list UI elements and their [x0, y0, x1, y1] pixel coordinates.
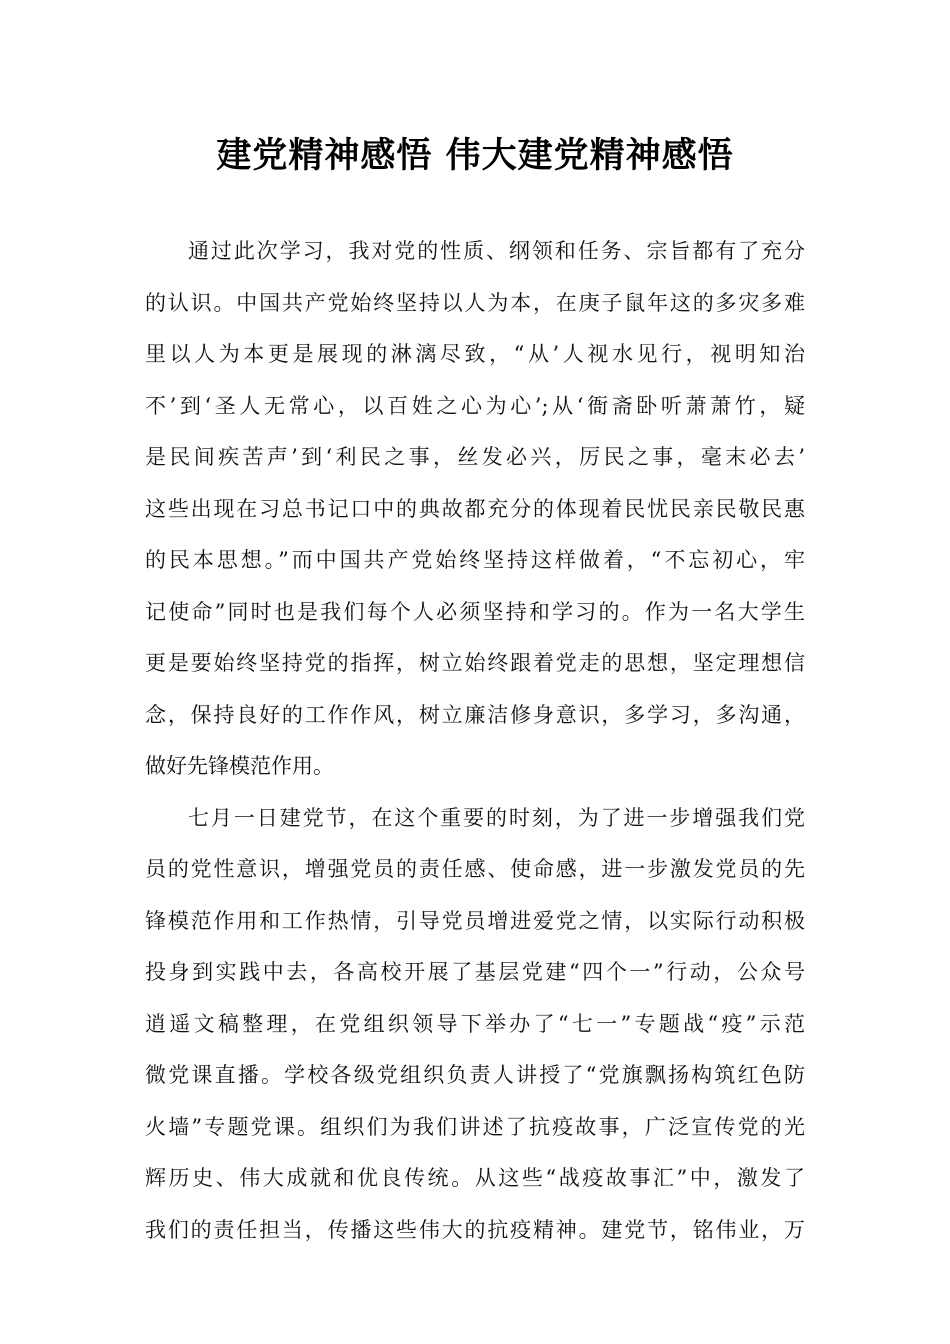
- text-line: 锋模范作用和工作热情，引导党员增进爱党之情，以实际行动积极: [145, 908, 805, 933]
- text-line: 微党课直播。学校各级党组织负责人讲授了“党旗飘扬构筑红色防: [145, 1063, 805, 1087]
- text-line: 员的党性意识，增强党员的责任感、使命感，进一步激发党员的先: [145, 857, 805, 881]
- paragraph-1: [145, 226, 805, 793]
- text-line: 的民本思想。”而中国共产党始终坚持这样做着，“不忘初心，牢: [145, 548, 805, 572]
- text-line: 通过此次学习，我对党的性质、纲领和任务、宗旨都有了充分: [188, 239, 805, 263]
- text-line: 逍遥文稿整理，在党组织领导下举办了“七一”专题战“疫”示范: [145, 1011, 805, 1036]
- text-line: 是民间疾苦声’到‘利民之事，丝发必兴，厉民之事，毫末必去’: [145, 445, 805, 469]
- document-body: [145, 226, 805, 1256]
- text-line: 里以人为本更是展现的淋漓尽致，“从’人视水见行，视明知治: [145, 342, 805, 366]
- text-line: 念，保持良好的工作作风，树立廉洁修身意识，多学习，多沟通，: [145, 702, 805, 727]
- text-line: 记使命”同时也是我们每个人必须坚持和学习的。作为一名大学生: [145, 599, 805, 624]
- text-line: 七月一日建党节，在这个重要的时刻，为了进一步增强我们党: [188, 805, 805, 830]
- text-line: 投身到实践中去，各高校开展了基层党建“四个一”行动，公众号: [145, 960, 805, 984]
- text-line: 不’到‘圣人无常心，以百姓之心为心’;从‘衙斋卧听萧萧竹，疑: [145, 393, 805, 418]
- text-line: 火墙”专题党课。组织们为我们讲述了抗疫故事，广泛宣传党的光: [145, 1114, 805, 1139]
- text-line: 更是要始终坚持党的指挥，树立始终跟着党走的思想，坚定理想信: [145, 651, 805, 675]
- text-line: 的认识。中国共产党始终坚持以人为本，在庚子鼠年这的多灾多难: [145, 290, 805, 315]
- text-line: 做好先锋模范作用。: [145, 754, 334, 778]
- text-line: 辉历史、伟大成就和优良传统。从这些“战疫故事汇”中，激发了: [145, 1166, 805, 1190]
- text-line: 这些出现在习总书记口中的典故都充分的体现着民忧民亲民敬民惠: [145, 496, 805, 521]
- text-line: 我们的责任担当，传播这些伟大的抗疫精神。建党节，铭伟业，万: [145, 1217, 805, 1242]
- paragraph-2: [145, 793, 805, 1257]
- document-title: 建党精神感悟 伟大建党精神感悟: [216, 136, 734, 176]
